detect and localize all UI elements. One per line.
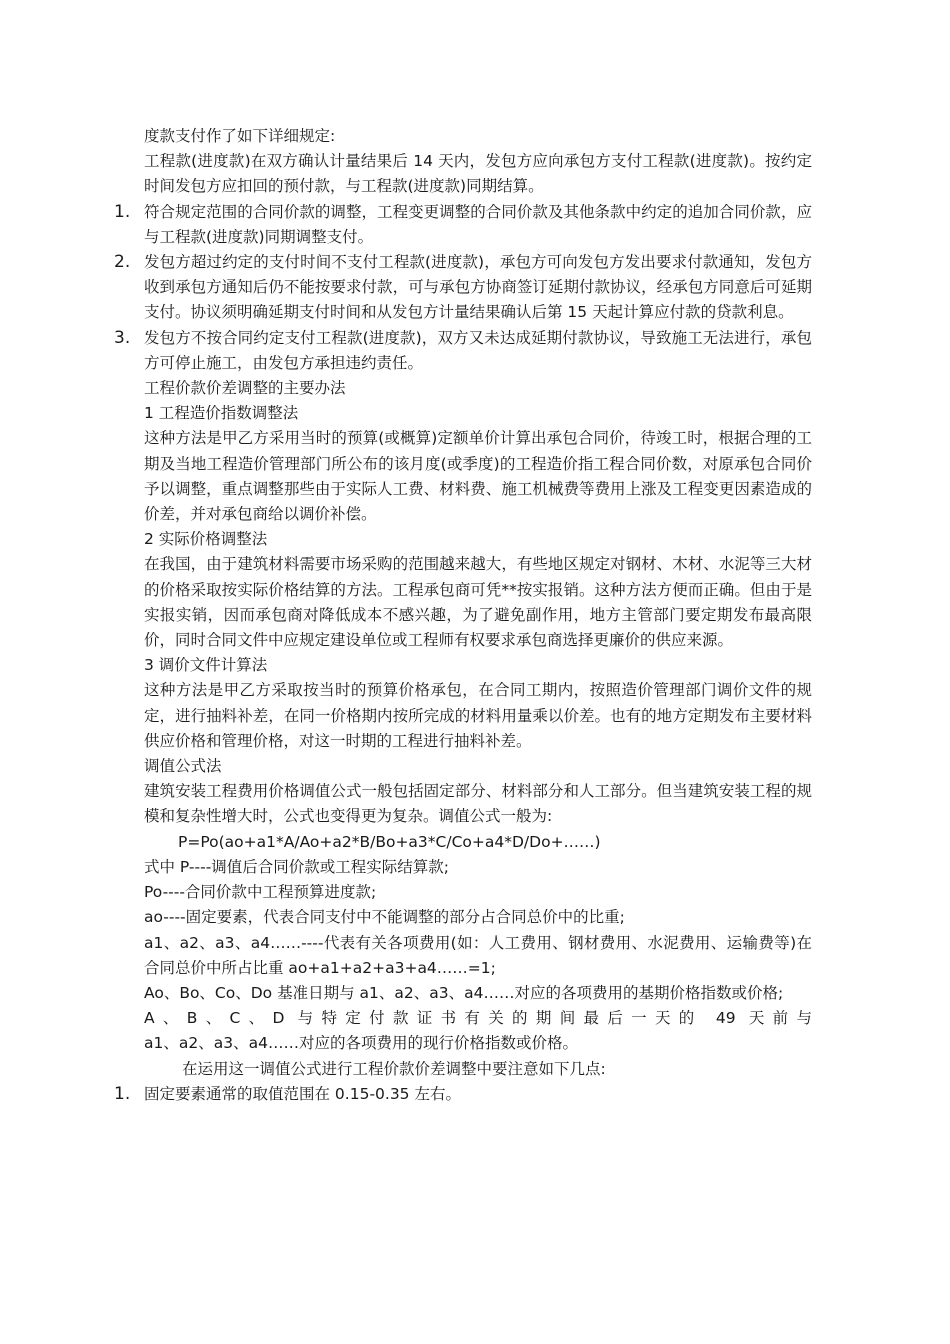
definition: Po----合同价款中工程预算进度款; — [144, 883, 377, 902]
definition: a1、a2、a3、a4……----代表有关各项费用(如：人工费用、钢材费用、水泥费用、运输费等)在合同总价中所占比重 ao+a1+a2+a3+a4……=1; — [144, 933, 812, 977]
section-heading: 工程价款价差调整的主要办法 — [144, 379, 346, 398]
paragraph: 度款支付作了如下详细规定: — [144, 127, 336, 145]
definition: A、B、C、D 与特定付款证书有关的期间最后一天的 49 天前与 — [144, 1009, 812, 1028]
paragraph: 建筑安装工程费用价格调值公式一般包括固定部分、材料部分和人工部分。但当建筑安装工程的规模和复杂性增大时，公式也变得更为复杂。调值公式一般为: — [144, 782, 812, 826]
subsection-heading: 1 工程造价指数调整法 — [144, 404, 299, 423]
list-item-text: 符合规定范围的合同价款的调整，工程变更调整的合同价款及其他条款中约定的追加合同价款，应与工程款(进度款)同期调整支付。 — [144, 202, 812, 246]
formula: P=Po(ao+a1*A/Ao+a2*B/Bo+a3*C/Co+a4*D/Do+……) — [178, 832, 601, 851]
subsection-heading: 3 调价文件计算法 — [144, 656, 268, 675]
list-number: 1. — [114, 201, 131, 222]
list-item — [114, 1082, 812, 1107]
list-item-text: 发包方不按合同约定支付工程款(进度款)，双方又未达成延期付款协议，导致施工无法进行，承包方可停止施工，由发包方承担违约责任。 — [144, 328, 812, 372]
definition: 式中 P----调值后合同价款或工程实际结算款; — [144, 857, 450, 876]
paragraph: 工程款(进度款)在双方确认计量结果后 14 天内，发包方应向承包方支付工程款(进度款)。按约定时间发包方应扣回的预付款，与工程款(进度款)同期结算。 — [144, 152, 812, 196]
list-number: 1. — [114, 1083, 131, 1104]
list-item — [114, 250, 812, 326]
list-number: 3. — [114, 327, 131, 348]
definition: Ao、Bo、Co、Do 基准日期与 a1、a2、a3、a4……对应的各项费用的基期价格指数或价格; — [144, 983, 784, 1002]
definition: ao----固定要素，代表合同支付中不能调整的部分占合同总价中的比重; — [144, 908, 625, 927]
list-item — [114, 200, 812, 250]
paragraph: 这种方法是甲乙方采用当时的预算(或概算)定额单价计算出承包合同价，待竣工时，根据合理的工期及当地工程造价管理部门所公布的该月度(或季度)的工程造价指工程合同价数，对原承包合同价予以调整，重点调整那些由于实际人工费、材料费、施工机械费等费用上涨及工程变更因素造成的价差，并对承包商给以调价补偿。 — [144, 429, 812, 524]
list-item-text: 固定要素通常的取值范围在 0.15-0.35 左右。 — [144, 1084, 461, 1103]
list-item — [114, 326, 812, 376]
document-body — [0, 124, 950, 1107]
section-heading: 调值公式法 — [144, 757, 222, 776]
subsection-heading: 2 实际价格调整法 — [144, 530, 268, 549]
paragraph: 在运用这一调值公式进行工程价款价差调整中要注意如下几点: — [182, 1059, 606, 1078]
definition: a1、a2、a3、a4……对应的各项费用的现行价格指数或价格。 — [144, 1034, 578, 1053]
list-item-text: 发包方超过约定的支付时间不支付工程款(进度款)，承包方可向发包方发出要求付款通知，发包方收到承包方通知后仍不能按要求付款，可与承包方协商签订延期付款协议，经承包方同意后可延期支付。协议须明确延期支付时间和从发包方计量结果确认后第 15 天起计算应付款的贷款利息。 — [144, 253, 812, 322]
list-number: 2. — [114, 252, 131, 273]
paragraph: 在我国，由于建筑材料需要市场采购的范围越来越大，有些地区规定对钢材、木材、水泥等三大材的价格采取按实际价格结算的方法。工程承包商可凭**按实报销。这种方法方便而正确。但由于是实报实销，因而承包商对降低成本不感兴趣，为了避免副作用，地方主管部门要定期发布最高限价，同时合同文件中应规定建设单位或工程师有权要求承包商选择更廉价的供应来源。 — [144, 555, 812, 650]
paragraph: 这种方法是甲乙方采取按当时的预算价格承包，在合同工期内，按照造价管理部门调价文件的规定，进行抽料补差，在同一价格期内按所完成的材料用量乘以价差。也有的地方定期发布主要材料供应价格和管理价格，对这一时期的工程进行抽料补差。 — [144, 681, 812, 750]
